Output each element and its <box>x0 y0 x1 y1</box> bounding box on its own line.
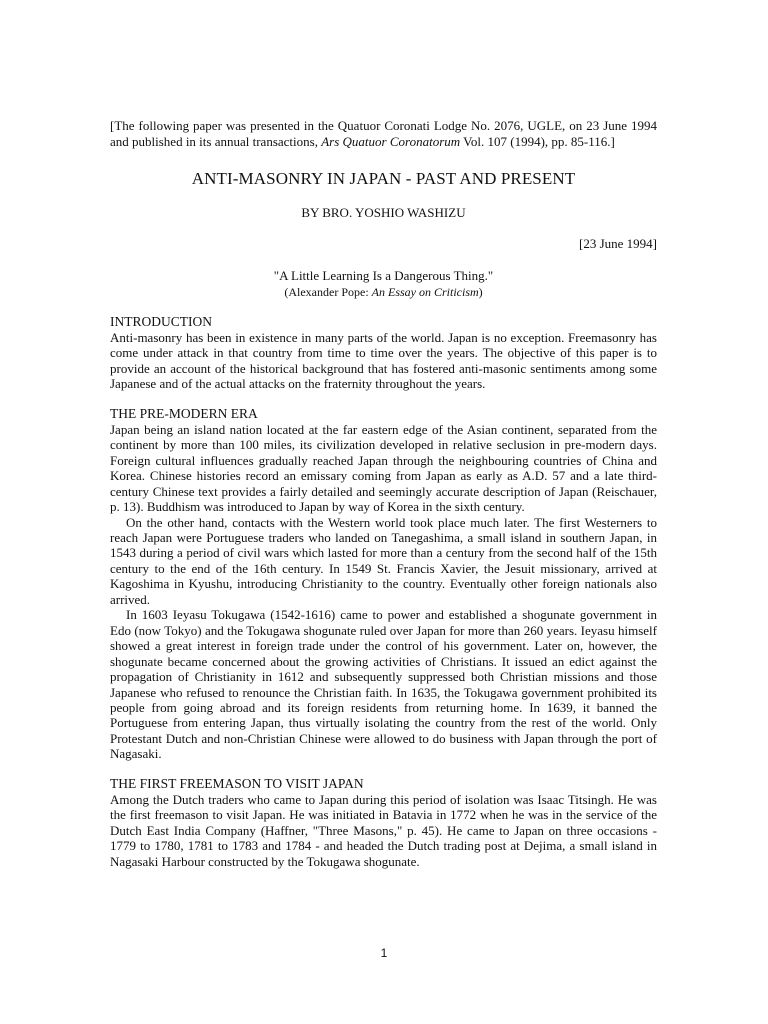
epigraph-quote: "A Little Learning Is a Dangerous Thing." <box>273 268 494 283</box>
section-heading: THE FIRST FREEMASON TO VISIT JAPAN <box>110 775 364 791</box>
attribution-work: An Essay on Criticism <box>371 285 479 299</box>
paragraph: On the other hand, contacts with the Western world took place much later. The first Westerners to reach Japan were Portuguese traders who landed on Tanegashima, a small island in southern Japan, in 1543 during a period of civil wars which lasted for more than a century from the second half of the 15th century to the end of the 16th century. In 1549 St. Francis Xavier, the Jesuit missionary, arrived at Kagoshima in Kyushu, introducing Christianity to the country. Eventually other foreign nationals also arrived. <box>110 514 657 607</box>
preface-text-end: Vol. 107 (1994), pp. 85-116.] <box>460 134 615 149</box>
section-first-freemason <box>110 776 657 869</box>
preface-note <box>110 118 657 150</box>
document-page <box>110 118 657 883</box>
document-title: ANTI-MASONRY IN JAPAN - PAST AND PRESENT <box>191 169 576 188</box>
preface-text: [The following paper was presented in the Quatuor Coronati Lodge No. 2076, UGLE, on 23 June 1994 and published in its annual transactions, <box>110 118 657 149</box>
section-introduction <box>110 314 657 392</box>
epigraph-attribution <box>110 284 657 300</box>
attribution-author: (Alexander Pope: <box>284 285 372 299</box>
section-heading: INTRODUCTION <box>110 314 212 329</box>
paragraph: Among the Dutch traders who came to Japan during this period of isolation was Isaac Titsingh. He was the first freemason to visit Japan. He was initiated in Batavia in 1772 when he was in the service of the Dutch East India Company (Haffner, "Three Masons," p. 45). He came to Japan on three occasions - 1779 to 1780, 1781 to 1783 and 1784 - and headed the Dutch trading post at Dejima, a small island in Nagasaki Harbour constructed by the Tokugawa shogunate. <box>110 791 657 869</box>
page-number: 1 <box>380 946 388 960</box>
journal-title: Ars Quatuor Coronatorum <box>321 134 461 149</box>
document-date: [23 June 1994] <box>579 236 657 251</box>
attribution-close: ) <box>478 285 483 299</box>
author-byline: BY BRO. YOSHIO WASHIZU <box>301 205 466 220</box>
paragraph: Japan being an island nation located at the far eastern edge of the Asian continent, separated from the continent by more than 100 miles, its civilization developed in relative seclusion in pre-modern days. Foreign cultural influences gradually reached Japan through the neighbouring countries of China and Korea. Chinese histories record an emissary coming from Japan as early as A.D. 57 and a late third-century Chinese text provides a fairly detailed and seemingly accurate description of Japan (Reischauer, p. 13). Buddhism was introduced to Japan by way of Korea in the sixth century. <box>110 421 657 515</box>
section-heading: THE PRE-MODERN ERA <box>110 405 258 421</box>
section-pre-modern-era <box>110 406 657 762</box>
paragraph: In 1603 Ieyasu Tokugawa (1542-1616) came to power and established a shogunate government in Edo (now Tokyo) and the Tokugawa shogunate ruled over Japan for more than 260 years. Ieyasu himself showed a great interest in foreign trade under the control of his government. Later on, however, the shogunate became concerned about the growing activities of Christians. It issued an edict against the propagation of Christianity in 1612 and subsequently suppressed both Christian missions and those Japanese who refused to renounce the Christian faith. In 1635, the Tokugawa government prohibited its people from going abroad and its foreign residents from returning home. In 1639, it banned the Portuguese from entering Japan, thus virtually isolating the country from the rest of the world. Only Protestant Dutch and non-Christian Chinese were allowed to do business with Japan through the port of Nagasaki. <box>110 607 657 762</box>
paragraph: Anti-masonry has been in existence in many parts of the world. Japan is no exception. Freemasonry has come under attack in that country from time to time over the years. The objective of this paper is to provide an account of the historical background that has fostered anti-masonic sentiments among some Japanese and of the actual attacks on the fraternity throughout the years. <box>110 330 657 392</box>
